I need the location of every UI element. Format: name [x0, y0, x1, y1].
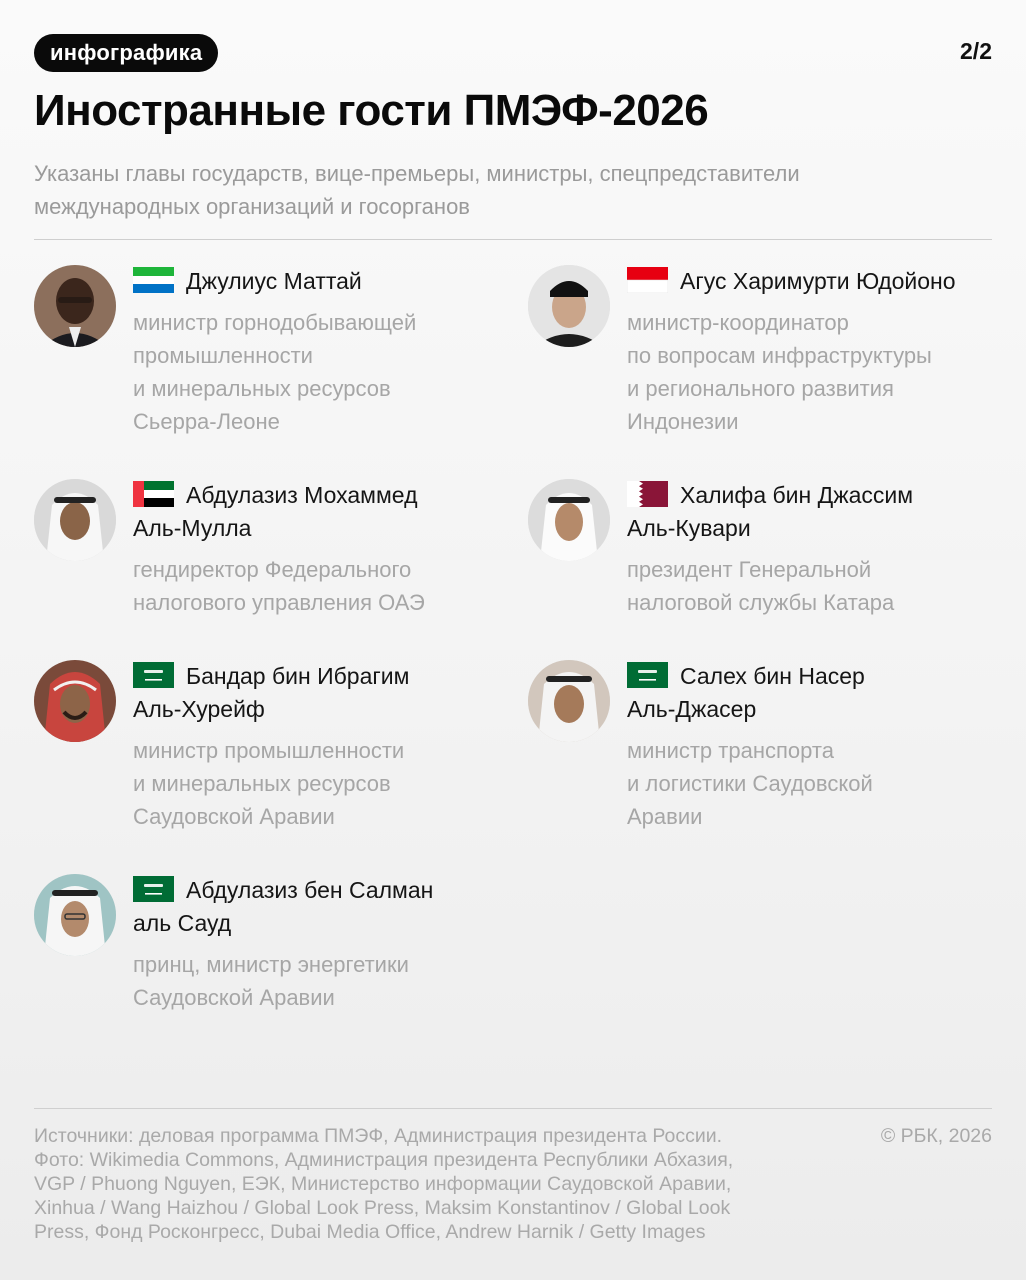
avatar	[34, 660, 116, 742]
saudi-arabia-flag-icon	[133, 662, 174, 688]
guest-name: Салех бин Насер	[680, 663, 865, 689]
guest-role: президент Генеральной налоговой службы Катара	[627, 557, 895, 615]
page-indicator: 2/2	[960, 38, 992, 64]
guest-name: Агус Харимурти Юдойоно	[680, 268, 956, 294]
page-title: Иностранные гости ПМЭФ-2026	[34, 86, 709, 135]
saudi-arabia-flag-icon	[133, 876, 174, 902]
guest-role: министр-координатор по вопросам инфраструктуры и регионального развития Индонезии	[627, 310, 932, 434]
guest-role: министр промышленности и минеральных ресурсов Саудовской Аравии	[133, 738, 405, 829]
guest-name: Халифа бин Джассим	[680, 482, 914, 508]
page-subtitle: Указаны главы государств, вице-премьеры, министры, спецпредставители международных организаций и госорганов	[34, 161, 800, 219]
guest-name: Абдулазиз Мохаммед	[186, 482, 418, 508]
uae-flag-icon	[133, 481, 174, 507]
guest-name: Бандар бин Ибрагим	[186, 663, 410, 689]
guest-role: министр горнодобывающей промышленности и минеральных ресурсов Сьерра-Леоне	[133, 310, 417, 434]
guest-role: принц, министр энергетики Саудовской Аравии	[133, 952, 409, 1010]
guest-name-continued: Аль-Джасер	[627, 696, 757, 722]
guest-name-continued: Аль-Хурейф	[133, 696, 265, 722]
copyright: © РБК, 2026	[880, 1125, 992, 1147]
guest-name: Абдулазиз бен Салман	[186, 877, 434, 903]
guest-name-continued: аль Сауд	[133, 910, 232, 936]
indonesia-flag-icon	[627, 267, 668, 293]
avatar	[528, 660, 610, 742]
saudi-arabia-flag-icon	[627, 662, 668, 688]
avatar	[528, 265, 610, 347]
divider-bottom	[34, 1108, 992, 1109]
infographic-badge: инфографика	[34, 34, 218, 72]
guest-name-continued: Аль-Мулла	[133, 515, 252, 541]
sierra-leone-flag-icon	[133, 267, 174, 293]
avatar	[34, 265, 116, 347]
guest-name-continued: Аль-Кувари	[627, 515, 751, 541]
avatar	[34, 874, 116, 956]
guest-role: гендиректор Федерального налогового управления ОАЭ	[133, 557, 425, 615]
guest-name: Джулиус Маттай	[186, 268, 362, 294]
avatar	[528, 479, 610, 561]
divider-top	[34, 239, 992, 240]
qatar-flag-icon	[627, 481, 668, 507]
avatar	[34, 479, 116, 561]
guest-role: министр транспорта и логистики Саудовской Аравии	[627, 738, 873, 829]
sources-credits: Источники: деловая программа ПМЭФ, Администрация президента России. Фото: Wikimedia Commons, Администрация президента Республики Абхазия, VGP / Phuong Nguyen, ЕЭК, Министерство информации Саудовской Аравии, Xinhua / Wang Haizhou / Global Look Press, Maksim Konstantinov / Global Look Press, Фонд Росконгресс, Dubai Media Office, Andrew Harnik / Getty Images	[34, 1125, 734, 1243]
